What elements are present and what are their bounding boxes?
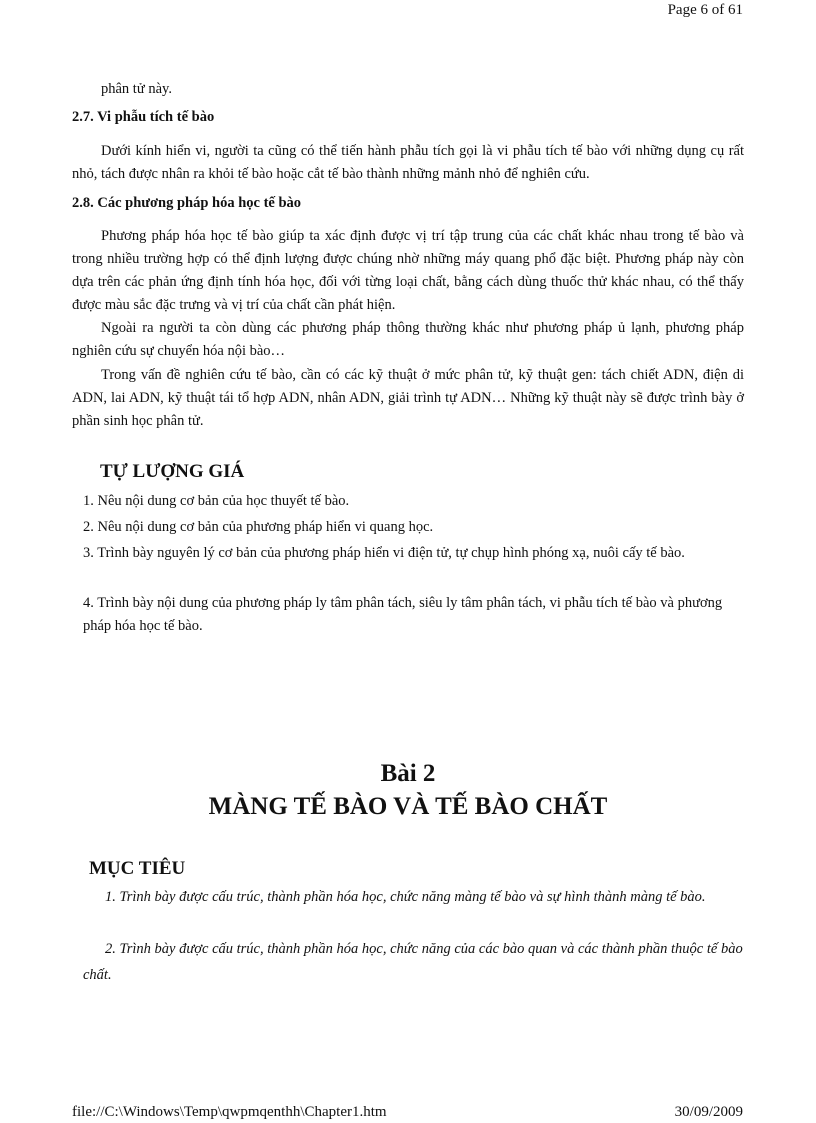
self-assessment-heading: TỰ LƯỢNG GIÁ (100, 461, 245, 482)
section-heading-2-7: 2.7. Vi phẫu tích tế bào (72, 109, 215, 125)
question-4: 4. Trình bày nội dung của phương pháp ly tâm phân tách, siêu ly tâm phân tách, vi phẫu tích tế bào và phương pháp hóa học tế bào. (83, 595, 723, 634)
paragraph-continuation: phân tử này. (101, 81, 172, 97)
question-2: 2. Nêu nội dung cơ bản của phương pháp hiển vi quang học. (83, 519, 434, 535)
objective-1: 1. Trình bày được cấu trúc, thành phần hóa học, chức năng màng tế bào và sự hình thành màng tế bào. (105, 889, 706, 905)
lesson-number: Bài 2 (380, 760, 436, 787)
paragraph-2-7: Dưới kính hiển vi, người ta cũng có thể tiến hành phẫu tích gọi là vi phẫu tích tế bào với những dụng cụ rất nhỏ, tách được nhân ra khỏi tế bào hoặc cắt tế bào thành những mảnh nhỏ để nghiên cứu. (72, 143, 744, 182)
paragraph-2-8-a: Phương pháp hóa học tế bào giúp ta xác định được vị trí tập trung của các chất khác nhau trong tế bào và trong nhiều trường hợp có thể định lượng được chúng nhờ những máy quang phổ đặc biệt. Phương pháp này còn dựa trên các phản ứng định tính hóa học, đối với từng loại chất, bằng cách dùng thuốc thử khác nhau, có thể thấy được màu sắc đặc trưng và vị trí của chất cần phát hiện. (72, 228, 744, 313)
paragraph-2-8-b: Ngoài ra người ta còn dùng các phương pháp thông thường khác như phương pháp ủ lạnh, phương pháp nghiên cứu sự chuyển hóa nội bào… (72, 320, 744, 359)
question-1: 1. Nêu nội dung cơ bản của học thuyết tế bào. (83, 493, 350, 509)
footer-file-path: file://C:\Windows\Temp\qwpmqenthh\Chapter1.htm (72, 1104, 387, 1120)
objectives-heading: MỤC TIÊU (89, 858, 186, 879)
question-3: 3. Trình bày nguyên lý cơ bản của phương pháp hiển vi điện tử, tự chụp hình phóng xạ, nuôi cấy tế bào. (83, 545, 685, 561)
paragraph-2-8-c: Trong vấn đề nghiên cứu tế bào, cần có các kỹ thuật ở mức phân tử, kỹ thuật gen: tách chiết ADN, điện di ADN, lai ADN, kỹ thuật tái tổ hợp ADN, nhân ADN, giải trình tự ADN… Những kỹ thuật này sẽ được trình bày ở phần sinh học phân tử. (72, 367, 744, 429)
lesson-title: MÀNG TẾ BÀO VÀ TẾ BÀO CHẤT (208, 793, 608, 820)
page-number: Page 6 of 61 (667, 2, 743, 18)
objective-2: 2. Trình bày được cấu trúc, thành phần hóa học, chức năng của các bào quan và các thành phần thuộc tế bào chất. (83, 941, 743, 983)
footer-date: 30/09/2009 (674, 1104, 743, 1120)
section-heading-2-8: 2.8. Các phương pháp hóa học tế bào (72, 195, 302, 211)
